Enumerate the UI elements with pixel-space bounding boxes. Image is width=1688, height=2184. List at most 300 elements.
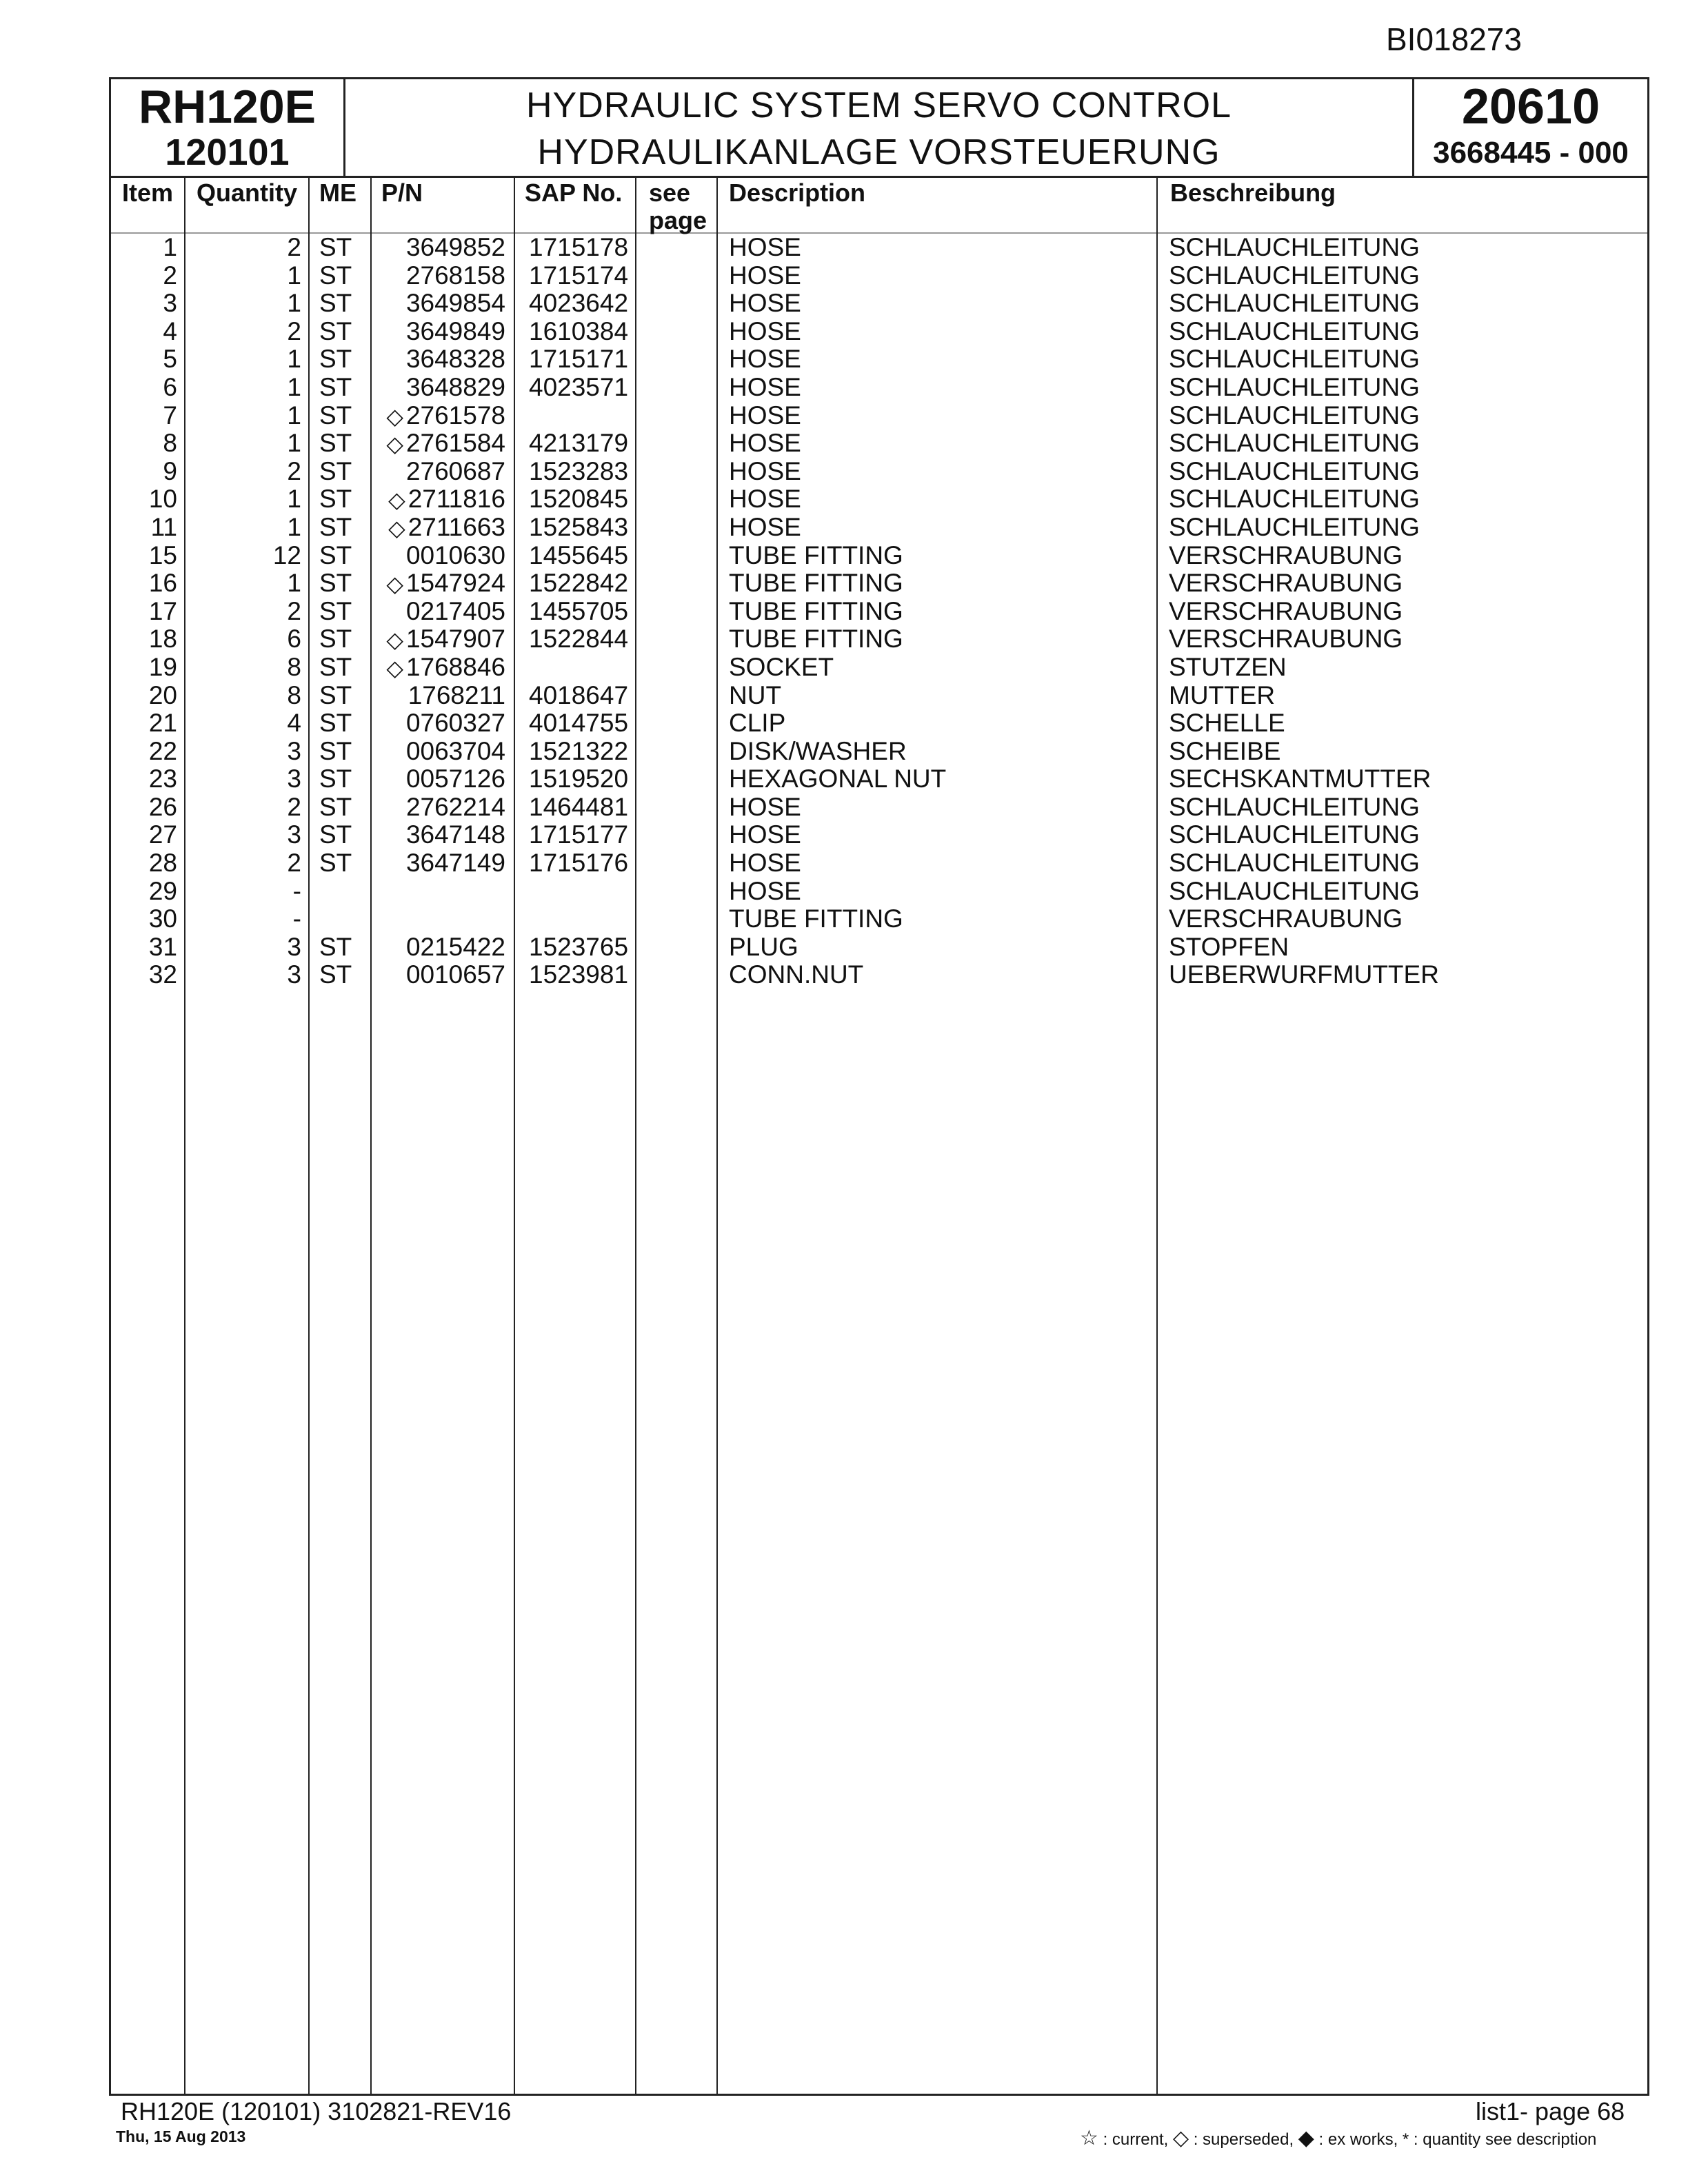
quantity-cell-text: 3 xyxy=(287,820,301,849)
part-number-cell-text: 0063704 xyxy=(405,736,505,765)
table-row xyxy=(111,542,1647,570)
title-block xyxy=(111,79,1647,178)
quantity-cell xyxy=(287,682,301,710)
item-cell-text: 29 xyxy=(148,876,177,905)
sap-number-cell-text: 4023642 xyxy=(529,289,629,318)
item-cell-text: 9 xyxy=(163,456,177,485)
table-row xyxy=(111,793,1647,822)
table-row xyxy=(111,625,1647,654)
quantity-cell xyxy=(287,318,301,346)
item-cell xyxy=(151,514,177,542)
title-cell xyxy=(345,79,1414,176)
sap-number-cell xyxy=(529,765,628,793)
part-number-cell-text: 0217405 xyxy=(405,596,505,625)
beschreibung-cell xyxy=(1169,793,1420,822)
description-cell-text: HOSE xyxy=(729,485,801,514)
part-number-cell xyxy=(406,542,505,570)
title-german: HYDRAULIKANLAGE VORSTEUERUNG xyxy=(537,132,1220,172)
quantity-cell-text: 1 xyxy=(287,261,301,290)
unit-cell xyxy=(319,262,352,290)
part-number-cell-text: 0010630 xyxy=(405,540,505,569)
beschreibung-cell xyxy=(1169,765,1431,793)
beschreibung-cell xyxy=(1169,709,1285,738)
col-item: Item xyxy=(122,179,174,207)
description-cell-text: HEXAGONAL NUT xyxy=(729,765,947,793)
description-cell-text: HOSE xyxy=(729,429,801,458)
unit-cell-text: ST xyxy=(319,709,352,738)
item-cell xyxy=(149,849,177,878)
part-number-cell-text: 3649854 xyxy=(405,289,505,318)
sap-number-cell xyxy=(529,709,628,738)
unit-cell xyxy=(319,738,352,766)
quantity-cell-text: 1 xyxy=(287,485,301,514)
unit-cell-text: ST xyxy=(319,316,352,345)
sap-number-cell xyxy=(529,682,628,710)
quantity-cell xyxy=(287,569,301,598)
unit-cell-text: ST xyxy=(319,401,352,429)
sap-number-cell-text: 1715177 xyxy=(529,820,629,849)
sap-number-cell-text: 1520845 xyxy=(529,485,629,514)
unit-cell-text: ST xyxy=(319,625,352,654)
sap-number-cell-text: 1464481 xyxy=(529,792,629,821)
quantity-cell xyxy=(287,345,301,374)
superseded-diamond-icon: ◇ xyxy=(386,432,403,457)
quantity-cell-text: 2 xyxy=(287,849,301,878)
sap-number-cell-text: 1455705 xyxy=(529,596,629,625)
description-cell-text: HOSE xyxy=(729,233,801,261)
parts-table-body xyxy=(111,234,1647,989)
beschreibung-cell-text: SCHLAUCHLEITUNG xyxy=(1169,485,1420,514)
item-cell xyxy=(149,765,177,793)
quantity-cell xyxy=(287,458,301,486)
description-cell-text: CONN.NUT xyxy=(729,960,864,989)
part-number-cell xyxy=(406,709,505,738)
unit-cell-text: ST xyxy=(319,372,352,401)
unit-cell-text: ST xyxy=(319,485,352,514)
beschreibung-cell xyxy=(1169,654,1287,682)
sap-number-cell-text: 1715176 xyxy=(529,849,629,878)
group-number: 20610 xyxy=(1461,79,1600,134)
footer-date: Thu, 15 Aug 2013 xyxy=(116,2127,246,2145)
beschreibung-cell-text: SCHLAUCHLEITUNG xyxy=(1169,261,1420,290)
description-cell xyxy=(729,738,907,766)
part-number-cell xyxy=(406,765,505,793)
superseded-diamond-icon: ◇ xyxy=(386,627,403,653)
unit-cell-text: ST xyxy=(319,849,352,878)
unit-cell xyxy=(319,598,352,626)
quantity-cell-text: 2 xyxy=(287,792,301,821)
quantity-cell-text: 1 xyxy=(287,512,301,541)
unit-cell xyxy=(319,765,352,793)
quantity-cell-text: 3 xyxy=(287,960,301,989)
table-row xyxy=(111,318,1647,346)
part-number-cell xyxy=(386,625,505,654)
quantity-cell-text: 2 xyxy=(287,316,301,345)
item-cell xyxy=(163,374,177,402)
part-number-cell-text: 0760327 xyxy=(405,709,505,738)
col-beschreibung: Beschreibung xyxy=(1170,179,1336,207)
beschreibung-cell-text: VERSCHRAUBUNG xyxy=(1169,540,1403,569)
beschreibung-cell-text: STUTZEN xyxy=(1169,652,1287,681)
footer-document-ref: RH120E (120101) 3102821-REV16 xyxy=(121,2097,512,2125)
quantity-cell xyxy=(287,625,301,654)
table-row xyxy=(111,738,1647,766)
column-header-row xyxy=(111,176,1647,234)
unit-cell-text: ST xyxy=(319,736,352,765)
beschreibung-cell xyxy=(1169,345,1420,374)
beschreibung-cell-text: UEBERWURFMUTTER xyxy=(1169,960,1439,989)
beschreibung-cell xyxy=(1169,402,1420,430)
item-cell xyxy=(149,598,177,626)
beschreibung-cell-text: SCHLAUCHLEITUNG xyxy=(1169,456,1420,485)
sap-number-cell xyxy=(529,458,628,486)
beschreibung-cell-text: SCHLAUCHLEITUNG xyxy=(1169,289,1420,318)
unit-cell-text: ST xyxy=(319,261,352,290)
quantity-cell xyxy=(287,402,301,430)
beschreibung-cell-text: SCHLAUCHLEITUNG xyxy=(1169,512,1420,541)
superseded-diamond-icon: ◇ xyxy=(386,655,403,680)
sap-number-cell-text: 1715171 xyxy=(529,345,629,374)
description-cell-text: HOSE xyxy=(729,345,801,374)
sap-number-cell xyxy=(529,345,628,374)
item-cell-text: 6 xyxy=(163,372,177,401)
item-cell xyxy=(149,933,177,962)
item-cell xyxy=(149,961,177,989)
item-cell-text: 32 xyxy=(148,960,177,989)
unit-cell-text: ST xyxy=(319,540,352,569)
description-cell xyxy=(729,318,801,346)
beschreibung-cell-text: SCHLAUCHLEITUNG xyxy=(1169,372,1420,401)
part-number-cell-text: 0057126 xyxy=(405,765,505,793)
superseded-diamond-icon: ◇ xyxy=(386,572,403,597)
beschreibung-cell xyxy=(1169,569,1403,598)
part-number-cell-text: 3649849 xyxy=(405,316,505,345)
item-cell-text: 27 xyxy=(148,820,177,849)
item-cell-text: 19 xyxy=(148,652,177,681)
unit-cell-text: ST xyxy=(319,792,352,821)
item-cell-text: 30 xyxy=(148,904,177,933)
part-number-cell-text: 2762214 xyxy=(405,792,505,821)
quantity-cell-text: 6 xyxy=(287,625,301,654)
description-cell-text: HOSE xyxy=(729,512,801,541)
unit-cell xyxy=(319,290,352,318)
unit-cell xyxy=(319,402,352,430)
description-cell-text: TUBE FITTING xyxy=(729,569,903,598)
sap-number-cell-text: 1523981 xyxy=(529,960,629,989)
part-number-cell xyxy=(406,849,505,878)
beschreibung-cell xyxy=(1169,738,1280,766)
part-number-cell xyxy=(386,654,505,682)
item-cell xyxy=(149,793,177,822)
item-cell xyxy=(149,878,177,906)
quantity-cell-text: 1 xyxy=(287,289,301,318)
description-cell-text: HOSE xyxy=(729,849,801,878)
sap-number-cell xyxy=(529,933,628,962)
quantity-cell xyxy=(293,878,301,906)
unit-cell-text: ST xyxy=(319,345,352,374)
quantity-cell xyxy=(287,765,301,793)
beschreibung-cell xyxy=(1169,542,1403,570)
col-me: ME xyxy=(319,179,356,207)
part-number-cell-text: 2761584 xyxy=(405,429,505,458)
unit-cell xyxy=(319,374,352,402)
diamond-filled-icon: ◆ xyxy=(1298,2127,1314,2150)
description-cell xyxy=(729,933,798,962)
unit-cell-text: ST xyxy=(319,820,352,849)
unit-cell-text: ST xyxy=(319,456,352,485)
item-cell-text: 22 xyxy=(148,736,177,765)
unit-cell xyxy=(319,821,352,849)
item-cell xyxy=(149,625,177,654)
sap-number-cell xyxy=(529,290,628,318)
item-cell xyxy=(163,290,177,318)
description-cell xyxy=(729,654,834,682)
part-number-cell xyxy=(406,290,505,318)
part-number-cell-text: 2711663 xyxy=(408,512,505,541)
sap-number-cell-text: 4023571 xyxy=(529,372,629,401)
beschreibung-cell-text: SCHLAUCHLEITUNG xyxy=(1169,401,1420,429)
sap-number-cell xyxy=(529,318,628,346)
unit-cell xyxy=(319,345,352,374)
description-cell xyxy=(729,625,903,654)
description-cell xyxy=(729,849,801,878)
parts-list-frame xyxy=(109,77,1649,2096)
beschreibung-cell-text: STOPFEN xyxy=(1169,932,1289,961)
sap-number-cell xyxy=(529,738,628,766)
beschreibung-cell xyxy=(1169,682,1275,710)
sap-number-cell xyxy=(529,569,628,598)
description-cell-text: HOSE xyxy=(729,372,801,401)
part-number-cell xyxy=(406,374,505,402)
description-cell xyxy=(729,458,801,486)
quantity-cell xyxy=(287,485,301,514)
quantity-cell xyxy=(287,514,301,542)
beschreibung-cell xyxy=(1169,262,1420,290)
unit-cell-text: ST xyxy=(319,932,352,961)
quantity-cell xyxy=(287,933,301,962)
table-row xyxy=(111,878,1647,906)
quantity-cell xyxy=(287,961,301,989)
unit-cell xyxy=(319,458,352,486)
table-row xyxy=(111,765,1647,793)
beschreibung-cell-text: SCHLAUCHLEITUNG xyxy=(1169,345,1420,374)
part-number-cell xyxy=(406,961,505,989)
part-number-cell-text: 3648829 xyxy=(405,372,505,401)
model-name: RH120E xyxy=(138,81,316,133)
unit-cell xyxy=(319,654,352,682)
item-cell-text: 1 xyxy=(163,233,177,261)
description-cell xyxy=(729,402,801,430)
beschreibung-cell-text: SCHLAUCHLEITUNG xyxy=(1169,316,1420,345)
description-cell xyxy=(729,905,903,933)
item-cell xyxy=(149,542,177,570)
beschreibung-cell xyxy=(1169,234,1420,262)
beschreibung-cell-text: SCHLAUCHLEITUNG xyxy=(1169,792,1420,821)
sap-number-cell xyxy=(529,849,628,878)
item-cell-text: 21 xyxy=(148,709,177,738)
unit-cell-text: ST xyxy=(319,289,352,318)
sap-number-cell xyxy=(529,429,628,458)
description-cell-text: NUT xyxy=(729,680,782,709)
beschreibung-cell xyxy=(1169,318,1420,346)
quantity-cell xyxy=(287,849,301,878)
description-cell xyxy=(729,598,903,626)
model-cell xyxy=(111,79,345,176)
table-row xyxy=(111,569,1647,598)
quantity-cell-text: 3 xyxy=(287,736,301,765)
unit-cell-text: ST xyxy=(319,680,352,709)
quantity-cell-text: 1 xyxy=(287,429,301,458)
unit-cell-text: ST xyxy=(319,652,352,681)
unit-cell xyxy=(319,961,352,989)
item-cell-text: 23 xyxy=(148,765,177,793)
description-cell xyxy=(729,345,801,374)
sap-number-cell-text: 1525843 xyxy=(529,512,629,541)
description-cell-text: HOSE xyxy=(729,876,801,905)
sap-number-cell-text: 4018647 xyxy=(529,680,629,709)
beschreibung-cell-text: SCHLAUCHLEITUNG xyxy=(1169,233,1420,261)
group-cell xyxy=(1414,79,1647,176)
item-cell xyxy=(163,402,177,430)
sap-number-cell-text: 1522842 xyxy=(529,569,629,598)
quantity-cell-text: 2 xyxy=(287,233,301,261)
beschreibung-cell xyxy=(1169,374,1420,402)
legend-ex-works: : ex works, xyxy=(1314,2130,1403,2149)
beschreibung-cell xyxy=(1169,905,1403,933)
quantity-cell xyxy=(287,234,301,262)
beschreibung-cell xyxy=(1169,821,1420,849)
description-cell-text: CLIP xyxy=(729,709,786,738)
unit-cell xyxy=(319,709,352,738)
beschreibung-cell-text: SCHELLE xyxy=(1169,709,1285,738)
item-cell xyxy=(149,569,177,598)
description-cell-text: DISK/WASHER xyxy=(729,736,907,765)
legend-superseded: : superseded, xyxy=(1189,2130,1298,2149)
sap-number-cell xyxy=(529,234,628,262)
part-number-cell xyxy=(406,738,505,766)
sap-number-cell-text: 1521322 xyxy=(529,736,629,765)
item-cell xyxy=(163,234,177,262)
item-cell xyxy=(163,262,177,290)
part-number-cell-text: 0215422 xyxy=(405,932,505,961)
part-number-cell-text: 3647149 xyxy=(405,849,505,878)
unit-cell xyxy=(319,793,352,822)
table-row xyxy=(111,514,1647,542)
table-row xyxy=(111,234,1647,262)
quantity-cell xyxy=(273,542,301,570)
unit-cell xyxy=(319,542,352,570)
beschreibung-cell xyxy=(1169,514,1420,542)
col-quantity: Quantity xyxy=(197,179,298,207)
part-number-cell-text: 2761578 xyxy=(405,401,505,429)
description-cell xyxy=(729,514,801,542)
part-number-cell-text: 1768846 xyxy=(405,652,505,681)
part-number-cell xyxy=(406,458,505,486)
description-cell xyxy=(729,821,801,849)
col-sap: SAP No. xyxy=(525,179,623,207)
sap-number-cell xyxy=(529,514,628,542)
description-cell xyxy=(729,961,863,989)
part-number-cell xyxy=(388,485,505,514)
item-cell xyxy=(149,485,177,514)
table-row xyxy=(111,345,1647,374)
item-cell-text: 7 xyxy=(163,401,177,429)
superseded-diamond-icon: ◇ xyxy=(386,403,403,429)
description-cell xyxy=(729,878,801,906)
beschreibung-cell xyxy=(1169,429,1420,458)
table-row xyxy=(111,849,1647,878)
item-cell-text: 31 xyxy=(148,932,177,961)
beschreibung-cell-text: VERSCHRAUBUNG xyxy=(1169,625,1403,654)
part-number-cell xyxy=(406,234,505,262)
description-cell xyxy=(729,234,801,262)
item-cell-text: 20 xyxy=(148,680,177,709)
description-cell-text: HOSE xyxy=(729,401,801,429)
description-cell xyxy=(729,290,801,318)
description-cell xyxy=(729,429,801,458)
quantity-cell-text: 12 xyxy=(272,540,301,569)
item-cell-text: 10 xyxy=(148,485,177,514)
part-number-cell xyxy=(388,514,505,543)
unit-cell xyxy=(319,625,352,654)
quantity-cell-text: 2 xyxy=(287,456,301,485)
sap-number-cell xyxy=(529,625,628,654)
sap-number-cell xyxy=(529,485,628,514)
item-cell-text: 15 xyxy=(148,540,177,569)
description-cell xyxy=(729,765,946,793)
part-number-cell xyxy=(408,682,505,710)
table-row xyxy=(111,654,1647,682)
item-cell-text: 26 xyxy=(148,792,177,821)
quantity-cell-text: 1 xyxy=(287,401,301,429)
description-cell xyxy=(729,262,801,290)
sap-number-cell-text: 1523283 xyxy=(529,456,629,485)
beschreibung-cell-text: VERSCHRAUBUNG xyxy=(1169,569,1403,598)
item-cell xyxy=(149,905,177,933)
sap-number-cell xyxy=(529,262,628,290)
item-cell xyxy=(163,458,177,486)
description-cell xyxy=(729,682,781,710)
item-cell-text: 8 xyxy=(163,429,177,458)
quantity-cell-text: 3 xyxy=(287,932,301,961)
description-cell-text: HOSE xyxy=(729,316,801,345)
part-number-cell xyxy=(406,262,505,290)
quantity-cell xyxy=(287,709,301,738)
part-number-cell xyxy=(406,821,505,849)
diamond-outline-icon: ◇ xyxy=(1172,2127,1189,2150)
part-number-cell xyxy=(406,933,505,962)
part-number-cell-text: 2711816 xyxy=(408,485,505,514)
description-cell-text: TUBE FITTING xyxy=(729,596,903,625)
superseded-diamond-icon: ◇ xyxy=(388,515,405,540)
item-cell-text: 18 xyxy=(148,625,177,654)
description-cell-text: PLUG xyxy=(729,932,798,961)
sap-number-cell-text: 1523765 xyxy=(529,932,629,961)
part-number-cell-text: 1547907 xyxy=(405,625,505,654)
item-cell xyxy=(149,709,177,738)
item-cell-text: 3 xyxy=(163,289,177,318)
unit-cell xyxy=(319,933,352,962)
table-row xyxy=(111,262,1647,290)
table-row xyxy=(111,485,1647,514)
col-see: see xyxy=(649,179,691,207)
sap-number-cell xyxy=(529,961,628,989)
unit-cell xyxy=(319,569,352,598)
quantity-cell-text: 8 xyxy=(287,652,301,681)
table-row xyxy=(111,821,1647,849)
quantity-cell-text: 1 xyxy=(287,345,301,374)
quantity-cell-text: 1 xyxy=(287,569,301,598)
